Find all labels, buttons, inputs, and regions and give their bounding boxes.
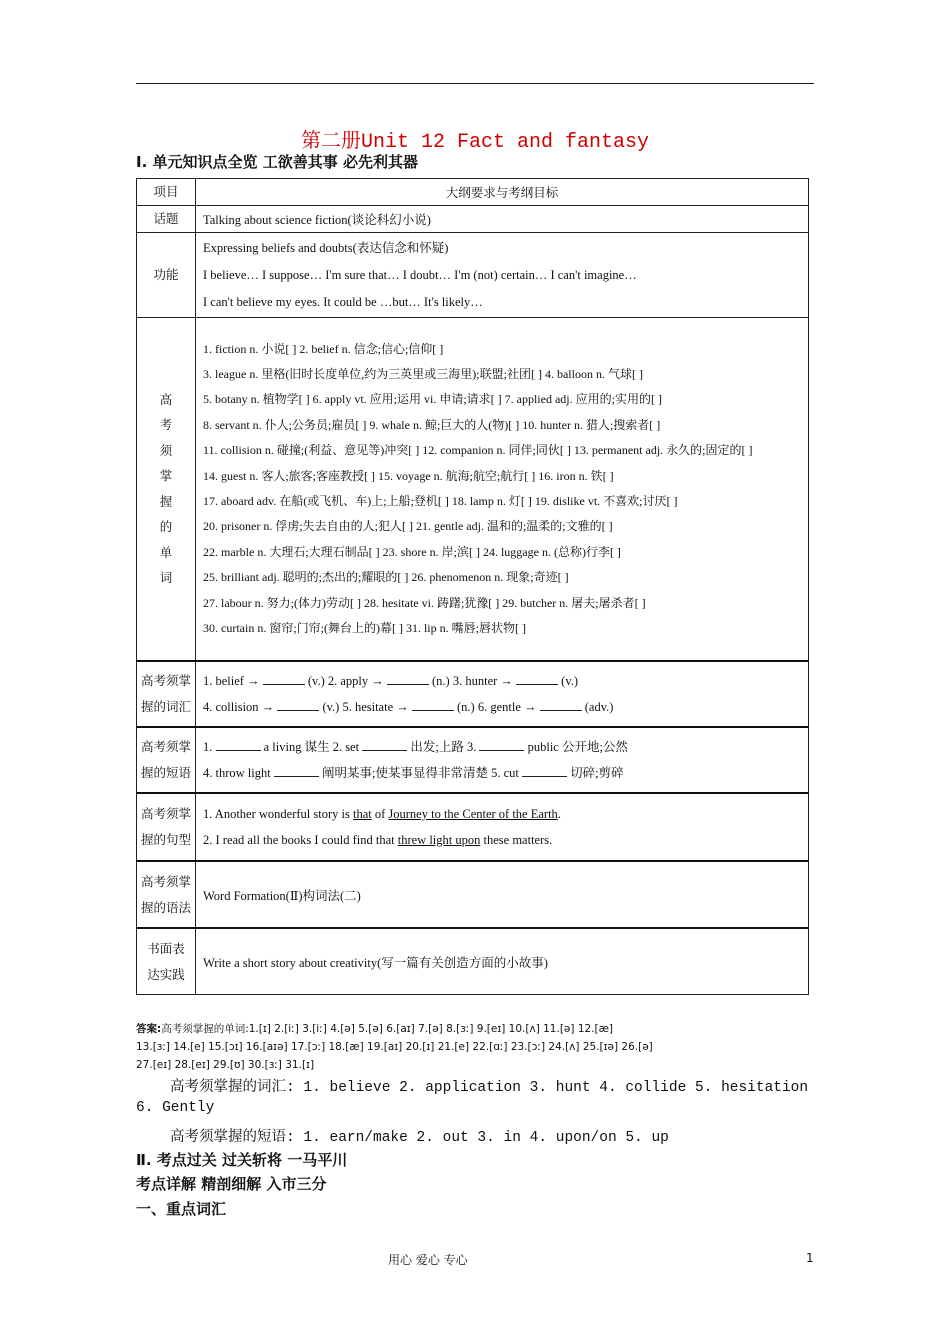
label-char: 须 [159,442,173,458]
table-row-writing [137,928,809,994]
word-line: 17. aboard adv. 在船(或飞机、车)上;上船;登机[ ] 18. lamp n. 灯[ ] 19. dislike vt. 不喜欢;讨厌[ ] [203,493,678,508]
table-header-row [137,179,809,206]
word-line: 22. marble n. 大理石;大理石制品[ ] 23. shore n. 岸;滨[ ] 24. luggage n. (总称)行李[ ] [203,544,621,559]
table-row-grammar [137,861,809,928]
vocab-answers-line2: 6. Gently [136,1100,215,1116]
table-row-function [137,233,809,318]
vocab-line: 4. collision → (v.) 5. hesitate → (n.) 6. gentle → (adv.) [203,699,614,714]
row-text-phrases [196,727,809,793]
label-line: 高考须掌 [140,806,191,822]
row-text-grammar: Word Formation(Ⅱ)构词法(二) [196,861,809,928]
function-line: Expressing beliefs and doubts(表达信念和怀疑) [203,240,449,255]
answer-line: 27.[eɪ] 28.[eɪ] 29.[ʊ] 30.[ɜː] 31.[ɪ] [136,1059,315,1071]
row-label-vocab [137,661,196,727]
function-line: I believe… I suppose… I'm sure that… I doubt… I'm (not) certain… I can't imagine… [203,267,637,282]
word-line: 25. brilliant adj. 聪明的;杰出的;耀眼的[ ] 26. phenomenon n. 现象;奇迹[ ] [203,570,569,585]
vocab-line: 1. belief → (v.) 2. apply → (n.) 3. hunter → (v.) [203,673,579,688]
sentence-line: 1. Another wonderful story is that of Journey to the Center of the Earth. [203,807,561,822]
row-text-sentences [196,793,809,861]
answer-line [136,1020,816,1038]
label-line: 高考须掌 [140,738,191,754]
word-line: 27. labour n. 努力;(体力)劳动[ ] 28. hesitate vi. 踌躇;犹豫[ ] 29. butcher n. 屠夫;屠杀者[ ] [203,595,646,610]
phrase-line: 4. throw light 阐明某事;使某事显得非常清楚 5. cut 切碎;剪碎 [203,765,624,780]
header-cell-target: 大纲要求与考纲目标 [196,179,809,206]
word-line: 1. fiction n. 小说[ ] 2. belief n. 信念;信心;信仰[ ] [203,341,444,356]
label-line: 达实践 [147,966,185,982]
label-line: 高考须掌 [140,672,191,688]
row-label-phrases [137,727,196,793]
word-line: 30. curtain n. 窗帘;门帘;(舞台上的)幕[ ] 31. lip n. 嘴唇;唇状物[ ] [203,621,526,636]
phrase-line: 1. a living 谋生 2. set 出发;上路 3. public 公开地;公然 [203,739,628,754]
answer-text: 高考须掌握的单词:1.[ɪ] 2.[iː] 3.[iː] 4.[ə] 5.[ə] 6.[aɪ] 7.[ə] 8.[ɜː] 9.[eɪ] 10.[ʌ] 11.[ə] 12.[æ] [161,1023,614,1035]
footer-motto: 用心 爱心 专心 [388,1253,468,1267]
label-char: 握 [159,493,173,509]
label-line: 握的语法 [140,899,191,915]
word-line: 14. guest n. 客人;旅客;客座教授[ ] 15. voyage n. 航海;航空;航行[ ] 16. iron n. 铁[ ] [203,468,614,483]
table-row-topic [137,206,809,233]
answer-line: 13.[ɜː] 14.[e] 15.[ɔɪ] 16.[aɪə] 17.[ɔː] 18.[æ] 19.[aɪ] 20.[ɪ] 21.[e] 22.[ɑː] 23.[ɔː] 24.[ʌ] 25.[ɪə] 26.[ə] [136,1041,653,1053]
table-row-words [137,318,809,661]
table-row-vocab [137,661,809,727]
function-line: I can't believe my eyes. It could be …but… It's likely… [203,294,483,309]
label-char: 高 [159,391,173,407]
label-line: 握的短语 [140,764,191,780]
label-char: 考 [159,417,173,433]
row-label-function: 功能 [137,233,196,318]
row-text-function [196,233,809,318]
sentence-line: 2. I read all the books I could find that threw light upon these matters. [203,833,553,848]
label-char: 掌 [159,468,173,484]
answer-block [136,1020,816,1074]
row-label-sentences [137,793,196,861]
page-title: 第二册Unit 12 Fact and fantasy [300,131,650,154]
section-heading-1: I. 单元知识点全览 工欲善其事 必先利其器 [136,153,418,171]
word-line: 8. servant n. 仆人;公务员;雇员[ ] 9. whale n. 鲸;巨大的人(物)[ ] 10. hunter n. 猎人;搜索者[ ] [203,417,661,432]
row-text-words [196,318,809,661]
page-number: 1 [806,1251,814,1265]
word-line: 11. collision n. 碰撞;(利益、意见等)冲突[ ] 12. companion n. 同伴;同伙[ ] 13. permanent adj. 永久的;固定的[ ] [203,443,753,458]
table-row-phrases [137,727,809,793]
label-char: 词 [159,570,173,586]
label-char: 单 [159,544,173,560]
header-cell-item: 项目 [137,179,196,206]
label-line: 握的词汇 [140,698,191,714]
word-line: 3. league n. 里格(旧时长度单位,约为三英里或三海里);联盟;社团[ ] 4. balloon n. 气球[ ] [203,366,643,381]
row-text-writing: Write a short story about creativity(写一篇有关创造方面的小故事) [196,928,809,994]
row-label-writing [137,928,196,994]
section-heading-4: 一、重点词汇 [136,1200,227,1218]
label-char: 的 [159,519,173,535]
label-line: 高考须掌 [140,873,191,889]
section-heading-2: Ⅱ. 考点过关 过关斩将 一马平川 [136,1151,348,1169]
label-line: 书面表 [147,940,185,956]
answer-label: 答案: [136,1023,162,1035]
phrase-answers-line: 高考须掌握的短语: 1. earn/make 2. out 3. in 4. upon/on 5. up [170,1130,669,1146]
row-text-vocab [196,661,809,727]
section-heading-3: 考点详解 精剖细解 入市三分 [136,1175,327,1193]
header-rule [136,83,814,84]
row-label-words [137,318,196,661]
word-line: 20. prisoner n. 俘虏;失去自由的人;犯人[ ] 21. gentle adj. 温和的;温柔的;文雅的[ ] [203,519,613,534]
label-line: 握的句型 [140,832,191,848]
row-text-topic: Talking about science fiction(谈论科幻小说) [196,206,809,233]
unit-outline-table [136,178,809,995]
row-label-grammar [137,861,196,928]
word-line: 5. botany n. 植物学[ ] 6. apply vt. 应用;运用 vi. 申请;请求[ ] 7. applied adj. 应用的;实用的[ ] [203,392,662,407]
vocab-answers-line1: 高考须掌握的词汇: 1. believe 2. application 3. hunt 4. collide 5. hesitation [170,1080,809,1096]
row-label-topic: 话题 [137,206,196,233]
table-row-sentences [137,793,809,861]
